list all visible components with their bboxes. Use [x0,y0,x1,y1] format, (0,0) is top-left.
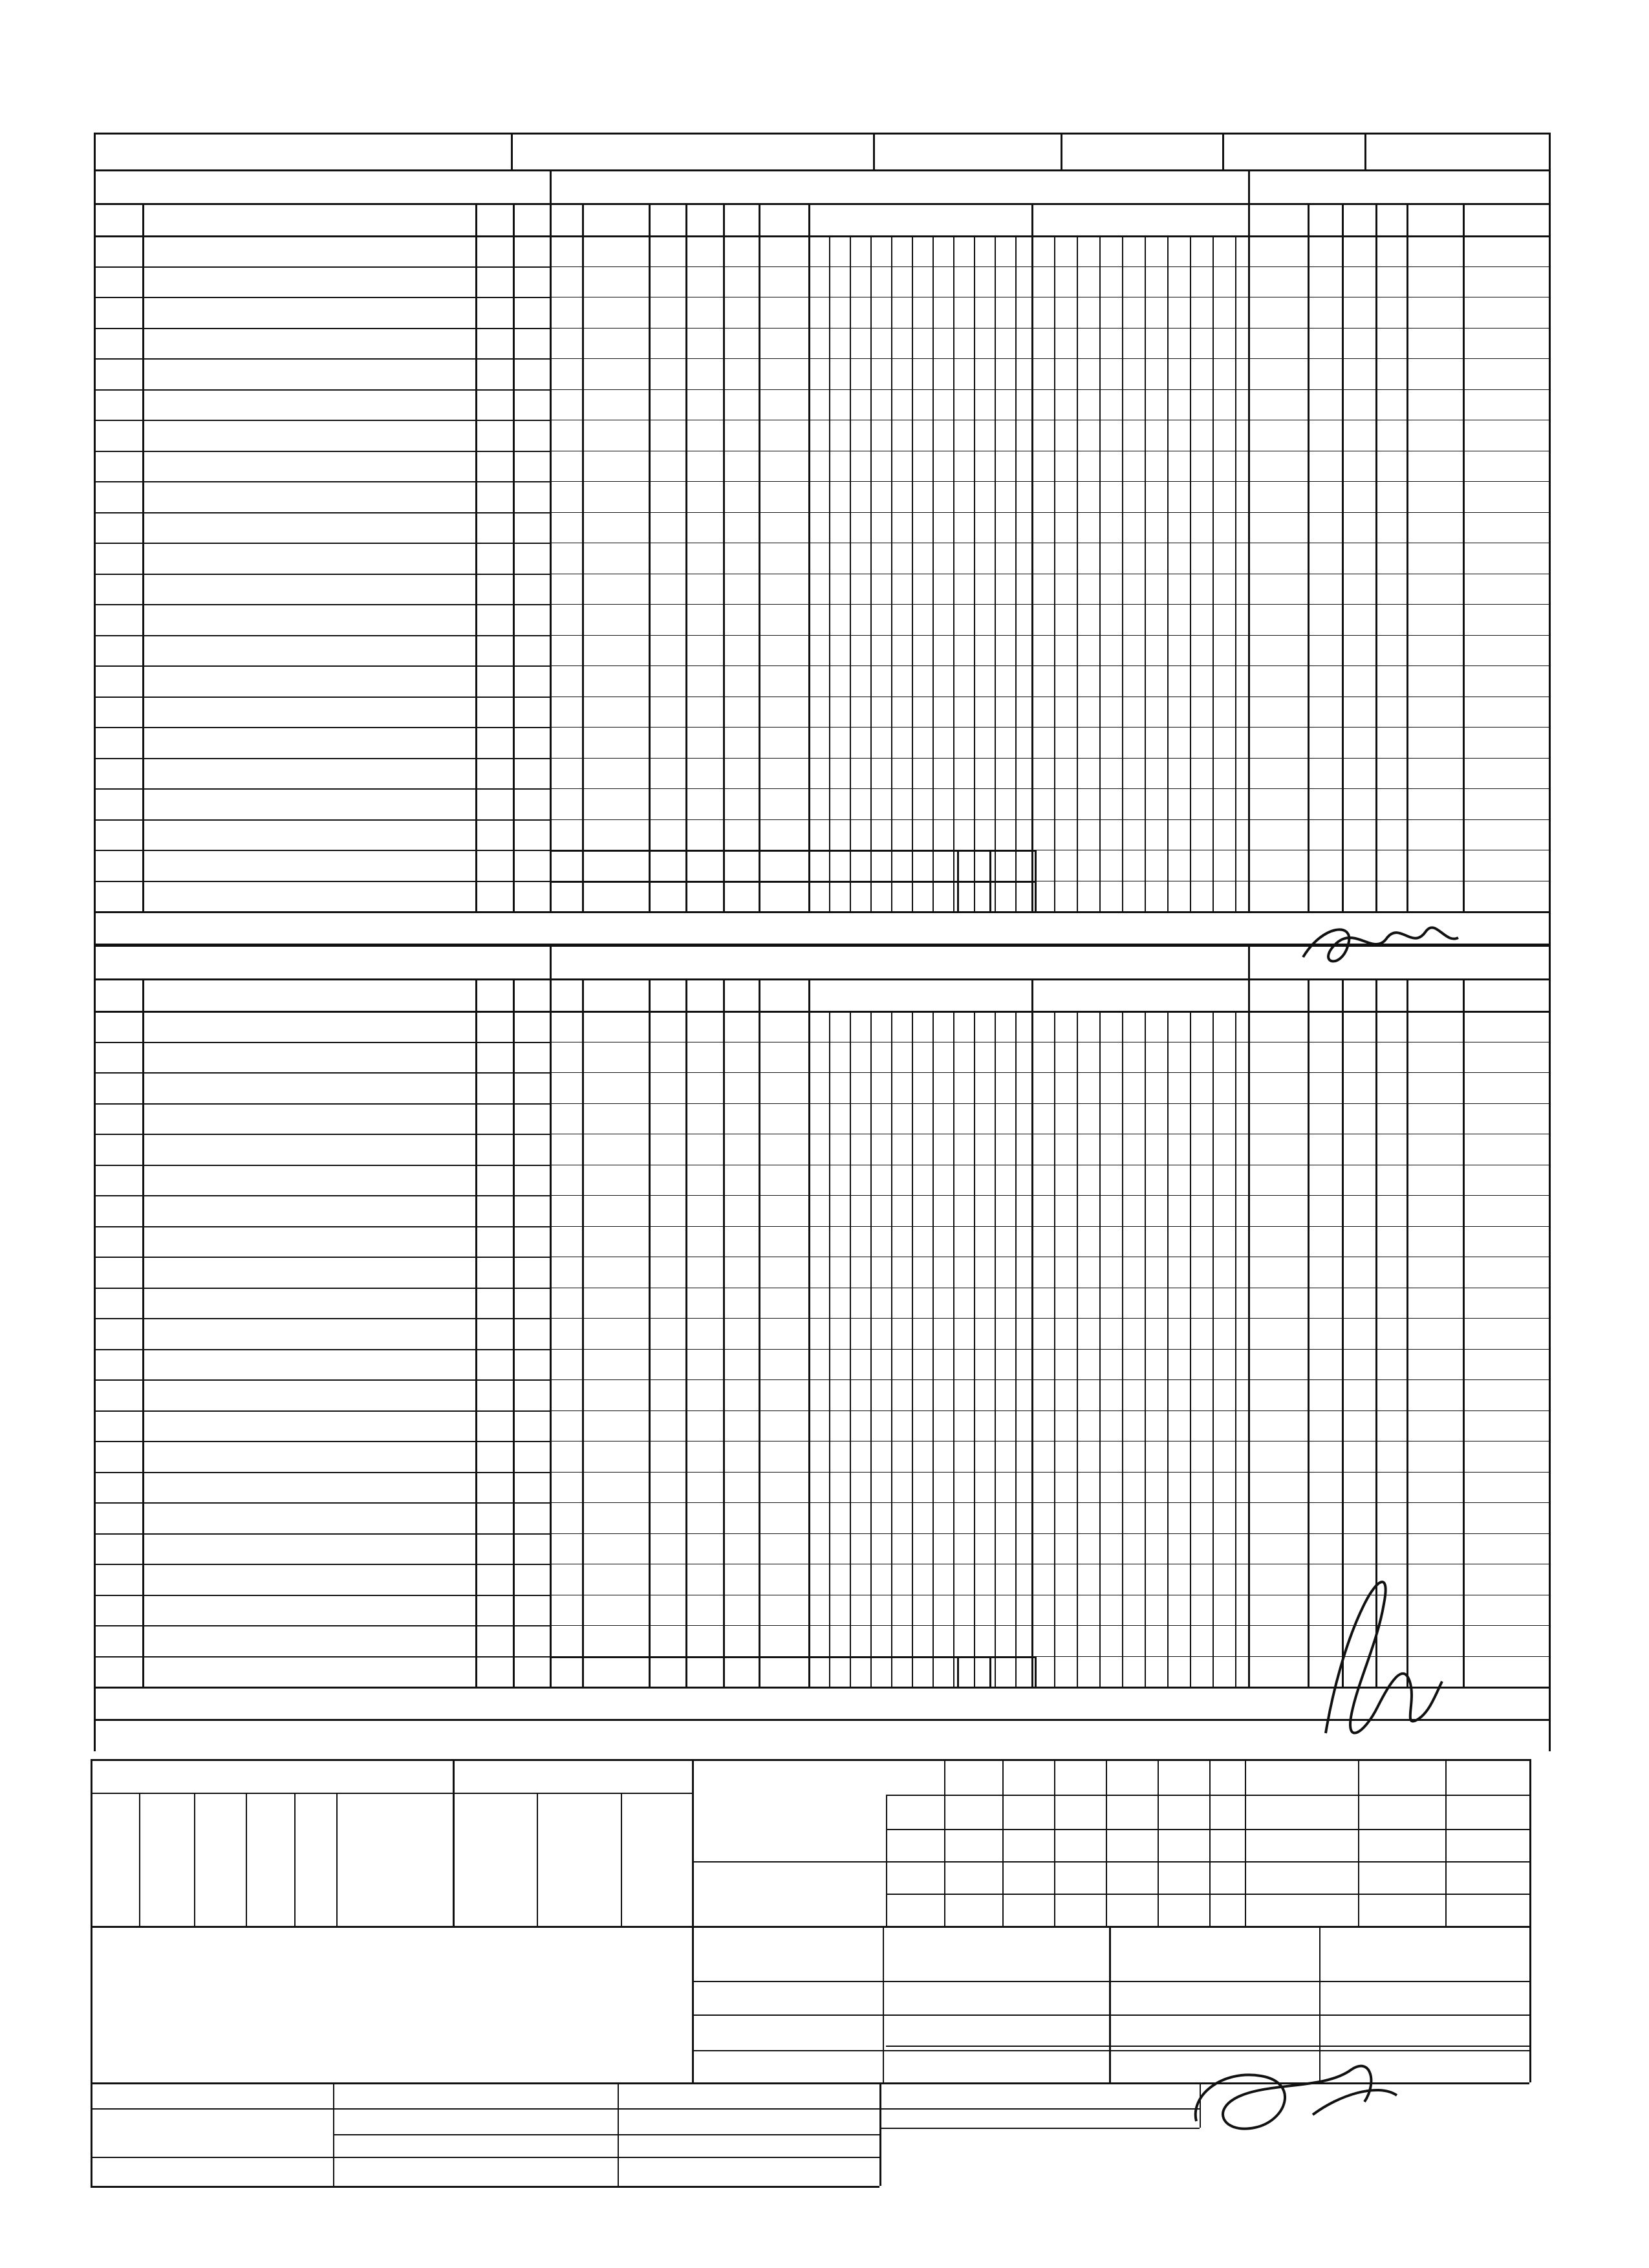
row-line [94,1472,550,1473]
row-line [94,1195,550,1196]
grid-line [550,1318,1549,1319]
row-line [94,451,550,452]
rule-line [886,1894,1245,1895]
grid-line [550,758,1549,759]
row-line [94,604,550,605]
rule-line [142,978,144,1687]
rule-line [246,1793,247,1926]
rule-line [511,133,513,169]
rule-line [1529,1759,1531,2082]
row-line [94,1103,550,1105]
rule-line [1308,203,1310,911]
rule-line [1106,1759,1107,1926]
row-line [94,758,550,759]
row-line [94,420,550,421]
grid-line [550,604,1549,605]
rule-line [989,850,991,881]
rule-line [957,1656,959,1687]
grid-line [550,1533,1549,1534]
rule-line [1445,1759,1447,1926]
rule-line [1245,1759,1246,1926]
grid-line [550,819,1549,820]
rule-line [1035,881,1037,912]
grid-line [550,328,1549,329]
rule-line [685,978,687,1687]
team-a-signature [1297,918,1471,977]
rule-line [582,1656,584,1687]
rule-line [91,2157,879,2158]
row-line [94,635,550,636]
row-line [94,819,550,821]
row-line [94,1410,550,1412]
row-line [94,481,550,482]
rule-line [1342,203,1344,911]
rule-line [194,1793,195,1926]
row-line [94,328,550,329]
row-line [94,1165,550,1166]
grid-line [550,635,1549,636]
rule-line [550,945,552,1687]
rule-line [886,2046,1529,2047]
rule-line [142,203,144,911]
rule-line [692,1759,694,1926]
rule-line [692,2014,1529,2016]
rule-line [1245,1861,1529,1863]
row-line [94,574,550,575]
rule-line [879,2082,881,2186]
row-line [94,911,1549,913]
rule-line [723,978,725,1687]
header-line [94,203,1549,205]
grid-line [550,1195,1549,1196]
rule-line [886,1795,887,1926]
rule-line [989,881,991,912]
row-line [94,1595,550,1596]
grid-line [550,1103,1549,1104]
row-line [94,1564,550,1565]
grid-line [550,481,1549,482]
row-line [94,665,550,667]
rule-line [692,1926,694,2082]
rule-line [685,203,687,911]
rule-line [582,203,584,911]
rule-line [873,133,875,169]
row-line [94,389,550,391]
rule-line [759,203,760,911]
header-line [94,978,1549,980]
rule-line [989,1656,991,1687]
rule-line [582,978,584,1687]
extra-row-line [550,881,1035,883]
grid-line [550,512,1549,513]
rule-line [692,1861,1245,1863]
rule-line [649,203,651,911]
row-line [94,850,550,851]
rule-line [1035,1656,1037,1687]
grid-line [550,1379,1549,1380]
extra-row-line [550,1656,1035,1658]
rule-line [294,1793,296,1926]
rule-line [1245,1829,1529,1830]
team-b-signature [1306,1565,1461,1759]
rule-line [886,1795,1245,1796]
grid-line [550,1441,1549,1442]
rule-line [513,978,515,1687]
rule-line [883,1926,884,2082]
rule-line [582,881,584,912]
row-line [94,1134,550,1135]
rule-line [91,2186,879,2188]
rule-line [91,1759,1529,1761]
row-line [94,1656,550,1658]
rule-line [475,978,477,1687]
rule-line [1222,133,1224,169]
grid-line [550,1072,1549,1073]
rule-line [723,203,725,911]
row-line [94,1379,550,1381]
row-line [94,1625,550,1626]
rule-line [957,881,959,912]
grid-line [550,266,1549,267]
rule-line [1463,978,1465,1687]
row-line [94,1257,550,1258]
rule-line [94,133,96,1751]
row-line [94,297,550,298]
rule-line [1549,978,1551,1687]
rule-line [91,1793,692,1794]
grid-line [550,1226,1549,1227]
rule-line [1002,1759,1004,1926]
rule-line [759,978,760,1687]
rule-line [1463,203,1465,911]
grid-line [550,788,1549,789]
rule-line [1549,203,1551,911]
rule-line [91,2108,879,2110]
rule-line [453,1759,455,1926]
rule-line [336,1793,338,1926]
rule-line [886,1829,1245,1830]
grid-line [550,1410,1549,1411]
rule-line [1245,1894,1529,1895]
grid-line [550,358,1549,359]
extra-row-line [550,850,1035,852]
rule-line [1358,1759,1359,1926]
rule-line [1406,203,1408,911]
row-line [94,1441,550,1442]
row-line [94,543,550,544]
rule-line [944,1759,945,1926]
rule-line [1245,1795,1529,1796]
rule-line [1109,1926,1111,2082]
grid-line [550,1502,1549,1503]
rule-line [1054,1759,1055,1926]
row-line [94,881,550,882]
row-line [94,1226,550,1227]
rule-line [91,1759,92,2186]
row-line [94,788,550,790]
rule-line [333,2134,879,2135]
row-line [94,727,550,728]
rule-line [1375,203,1377,911]
row-line [94,1072,550,1074]
row-line [94,512,550,513]
grid-line [550,665,1549,666]
row-line [94,1288,550,1289]
row-line [94,266,550,268]
rule-line [94,133,1549,135]
referee-signature [1183,2057,1416,2186]
grid-line [550,235,1549,236]
rule-line [879,2128,1200,2129]
rule-line [957,850,959,881]
rule-line [1061,133,1062,169]
rule-line [550,169,552,911]
rule-line [582,850,584,881]
row-line [94,1533,550,1535]
row-line [94,358,550,360]
grid-line [550,389,1549,390]
row-line [94,1318,550,1319]
row-line [94,1502,550,1504]
rule-line [1364,133,1366,169]
rule-line [1209,1759,1211,1926]
rule-line [91,1926,1529,1928]
rule-line [139,1793,140,1926]
rule-line [621,1793,622,1926]
grid-line [550,727,1549,728]
rule-line [475,203,477,911]
rule-line [537,1793,538,1926]
section-line [94,169,1549,171]
rule-line [649,978,651,1687]
row-line [94,1349,550,1350]
row-line [94,1042,550,1043]
grid-line [550,1472,1549,1473]
rule-line [1158,1759,1159,1926]
rule-line [1035,850,1037,881]
rule-line [879,2108,1200,2110]
rule-line [513,203,515,911]
rule-line [692,2050,1529,2051]
rule-line [692,1981,1529,1982]
row-line [94,697,550,698]
grid-line [550,1349,1549,1350]
